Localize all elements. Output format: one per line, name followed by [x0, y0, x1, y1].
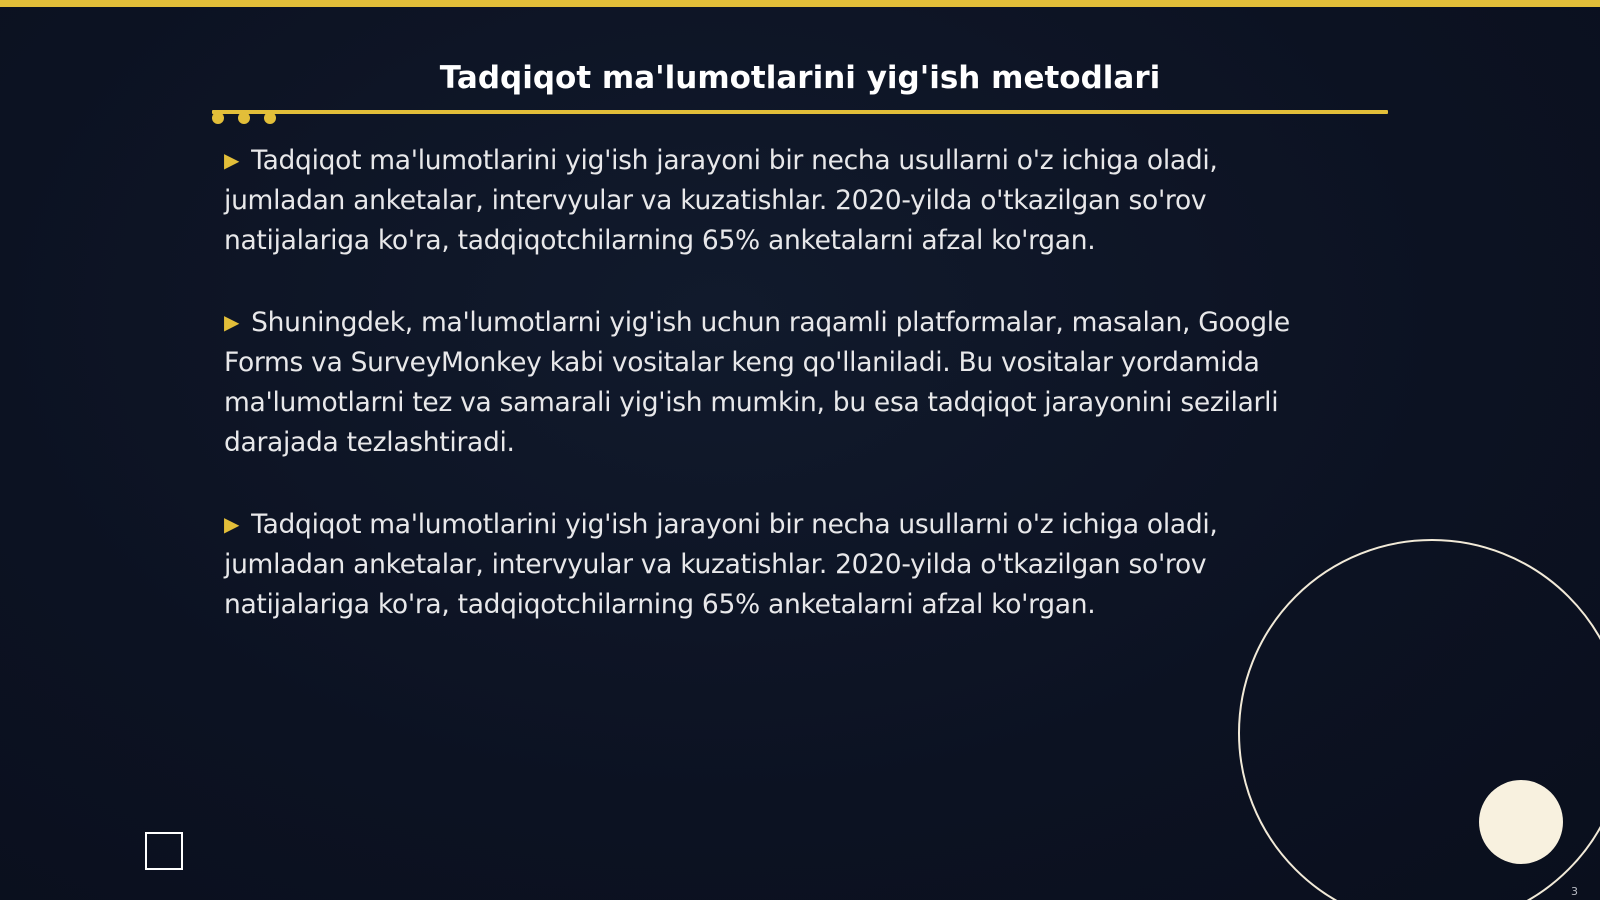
bullet-text: Tadqiqot ma'lumotlarini yig'ish jarayoni bir necha usullarni o'z ichiga oladi, jumladan anketalar, intervyular va kuzatishlar. 2020-yilda o'tkazilgan so'rov natijalariga ko'ra, tadqiqotchilarning 65% anketalarni afzal ko'rgan.	[224, 145, 1218, 256]
accent-dot	[264, 112, 276, 124]
bullet-item	[224, 140, 1334, 261]
top-accent-bar	[0, 0, 1600, 7]
accent-dot	[212, 112, 224, 124]
slide-title: Tadqiqot ma'lumotlarini yig'ish metodlari	[439, 60, 1161, 96]
play-triangle-icon: ▶	[224, 148, 240, 172]
play-triangle-icon: ▶	[224, 512, 240, 536]
play-triangle-icon: ▶	[224, 310, 240, 334]
title-underline	[212, 110, 1388, 114]
bullet-item	[224, 504, 1334, 625]
bullet-text: Tadqiqot ma'lumotlarini yig'ish jarayoni bir necha usullarni o'z ichiga oladi, jumladan anketalar, intervyular va kuzatishlar. 2020-yilda o'tkazilgan so'rov natijalariga ko'ra, tadqiqotchilarning 65% anketalarni afzal ko'rgan.	[224, 509, 1218, 620]
bullet-list	[224, 140, 1334, 666]
bullet-item	[224, 302, 1334, 463]
bullet-text: Shuningdek, ma'lumotlarni yig'ish uchun raqamli platformalar, masalan, Google Forms va SurveyMonkey kabi vositalar keng qo'llaniladi. Bu vositalar yordamida ma'lumotlarni tez va samarali yig'ish mumkin, bu esa tadqiqot jarayonini sezilarli darajada tezlashtiradi.	[224, 307, 1290, 458]
decorative-circle	[1479, 780, 1563, 864]
decorative-square	[145, 832, 183, 870]
accent-dot	[238, 112, 250, 124]
page-number: 3	[1571, 885, 1578, 898]
